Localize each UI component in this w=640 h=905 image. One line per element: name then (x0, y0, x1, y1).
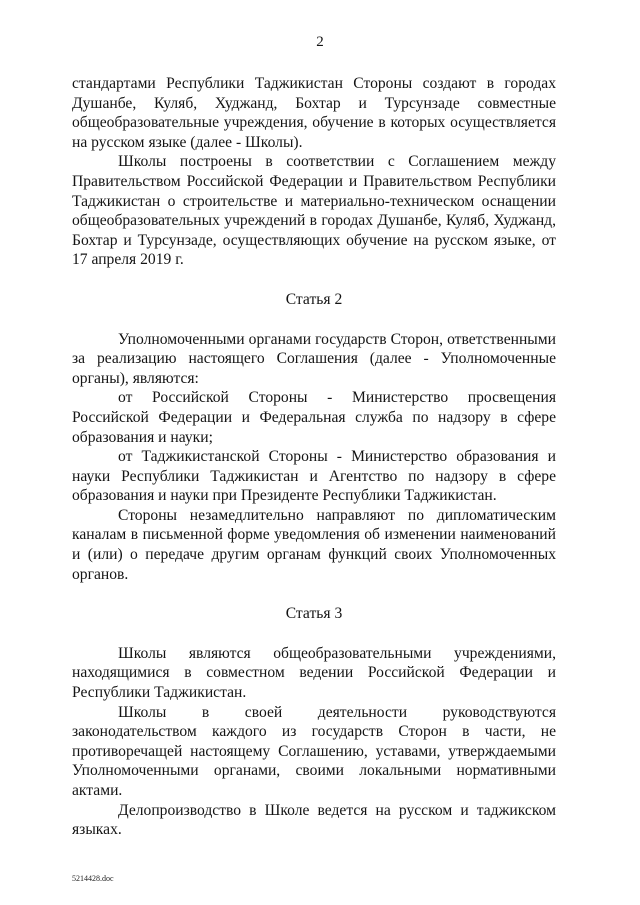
article-2-paragraph: Стороны незамедлительно направляют по дипломатическим каналам в письменной форме уведомления об изменении наименований и (или) о передаче другим органам функций своих Уполномоченных органов. (72, 506, 556, 583)
page-number: 2 (316, 34, 324, 50)
article-2-paragraph: от Таджикистанской Стороны - Министерство образования и науки Республики Таджикистан и Агентство по надзору в сфере образования и науки при Президенте Республики Таджикистан. (72, 448, 556, 505)
article-3-heading: Статья 3 (285, 605, 343, 623)
article-2-paragraph: Уполномоченными органами государств Сторон, ответственными за реализацию настоящего Соглашения (далее - Уполномоченные органы), являются: (72, 330, 556, 387)
document-body (72, 74, 556, 840)
article-2-heading: Статья 2 (285, 290, 343, 308)
paragraph-schools-built: Школы построены в соответствии с Соглашением между Правительством Российской Федерации и Правительством Республики Таджикистан о строительстве и материально-техническом оснащении общеобразовательных учреждений в городах Душанбе, Куляб, Худжанд, Бохтар и Турсунзаде, осуществляющих обучение на русском языке, от 17 апреля 2019 г. (72, 153, 556, 269)
document-filename: 5214428.doc (72, 874, 114, 883)
paragraph-continuation: стандартами Республики Таджикистан Стороны создают в городах Душанбе, Куляб, Худжанд, Бохтар и Турсунзаде совместные общеобразовательные учреждения, обучение в которых осуществляется на русском языке (далее - Школы). (72, 75, 556, 151)
article-2-paragraph: от Российской Стороны - Министерство просвещения Российской Федерации и Федеральная служба по надзору в сфере образования и науки; (72, 389, 556, 446)
article-3-paragraph: Школы являются общеобразовательными учреждениями, находящимися в совместном ведении Российской Федерации и Республики Таджикистан. (72, 644, 556, 702)
article-3-paragraph: Школы в своей деятельности руководствуются законодательством каждого из государств Сторон в части, не противоречащей настоящему Соглашению, уставами, утверждаемыми Уполномоченными органами, своими локальными нормативными актами. (72, 703, 556, 799)
article-3-paragraph: Делопроизводство в Школе ведется на русском и таджикском языках. (72, 801, 556, 839)
